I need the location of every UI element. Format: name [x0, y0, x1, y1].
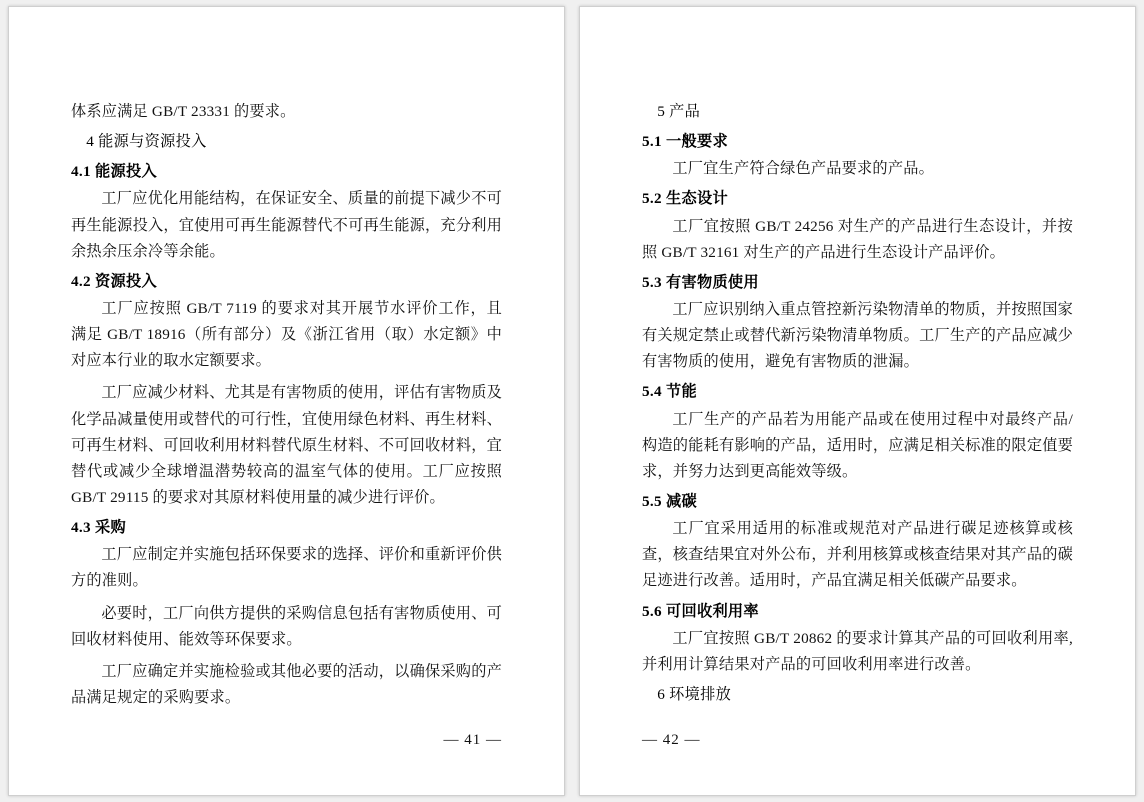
section-heading-5-3: 5.3 有害物质使用 [642, 273, 759, 291]
section-heading-5: 5 产品 [657, 103, 701, 120]
paragraph: 工厂宜按照 GB/T 20862 的要求计算其产品的可回收利用率,并利用计算结果对产品的可回收利用率进行改善。 [642, 629, 1073, 673]
paragraph: 工厂应按照 GB/T 7119 的要求对其开展节水评价工作，且满足 GB/T 18916（所有部分）及《浙江省用（取）水定额》中对应本行业的取水定额要求。 [71, 299, 502, 370]
paragraph: 工厂生产的产品若为用能产品或在使用过程中对最终产品/构造的能耗有影响的产品，适用时，应满足相关标准的限定值要求，并努力达到更高能效等级。 [642, 410, 1073, 480]
section-heading-4-3: 4.3 采购 [71, 519, 126, 537]
page-left [8, 6, 565, 796]
paragraph: 工厂应减少材料、尤其是有害物质的使用，评估有害物质及化学品减量使用或替代的可行性，宜使用绿色材料、再生材料、可再生材料、可回收利用材料替代原生材料、不可回收材料，宜替代或减少全球增温潜势较高的温室气体的使用。工厂应按照 GB/T 29115 的要求对其原材料使用量的减少进行评价。 [71, 384, 502, 506]
section-heading-4-1: 4.1 能源投入 [71, 163, 157, 181]
page-right [579, 6, 1136, 796]
section-heading-5-2: 5.2 生态设计 [642, 190, 728, 208]
paragraph: 工厂应制定并实施包括环保要求的选择、评价和重新评价供方的准则。 [71, 546, 502, 590]
paragraph: 工厂应优化用能结构，在保证安全、质量的前提下减少不可再生能源投入，宜使用可再生能源替代不可再生能源，充分利用余热余压余冷等余能。 [71, 190, 502, 260]
section-heading-5-4: 5.4 节能 [642, 383, 697, 401]
paragraph: 必要时，工厂向供方提供的采购信息包括有害物质使用、可回收材料使用、能效等环保要求。 [71, 604, 502, 648]
section-heading-5-1: 5.1 一般要求 [642, 133, 728, 151]
section-heading-5-5: 5.5 减碳 [642, 492, 697, 510]
section-heading-6: 6 环境排放 [657, 685, 732, 703]
section-heading-4-2: 4.2 资源投入 [71, 272, 157, 290]
paragraph: 工厂应确定并实施检验或其他必要的活动，以确保采购的产品满足规定的采购要求。 [71, 662, 502, 706]
paragraph: 工厂宜生产符合绿色产品要求的产品。 [672, 160, 934, 178]
page-left-content [9, 7, 564, 795]
paragraph: 工厂宜按照 GB/T 24256 对生产的产品进行生态设计，并按照 GB/T 32161 对生产的产品进行生态设计产品评价。 [642, 217, 1073, 261]
page-right-content [580, 7, 1135, 795]
page-number-left: — 41 — [443, 732, 502, 748]
paragraph: 工厂宜采用适用的标准或规范对产品进行碳足迹核算或核查，核查结果宜对外公布，并利用核算或核查结果对其产品的碳足迹进行改善。适用时，产品宜满足相关低碳产品要求。 [642, 520, 1073, 590]
section-heading-4: 4 能源与资源投入 [86, 133, 207, 151]
section-heading-5-6: 5.6 可回收利用率 [642, 602, 759, 620]
page-number-right: — 42 — [642, 732, 701, 748]
paragraph: 工厂应识别纳入重点管控新污染物清单的物质，并按照国家有关规定禁止或替代新污染物清单物质。工厂生产的产品应减少有害物质的使用，避免有害物质的泄漏。 [642, 300, 1073, 371]
paragraph: 体系应满足 GB/T 23331 的要求。 [71, 103, 296, 120]
